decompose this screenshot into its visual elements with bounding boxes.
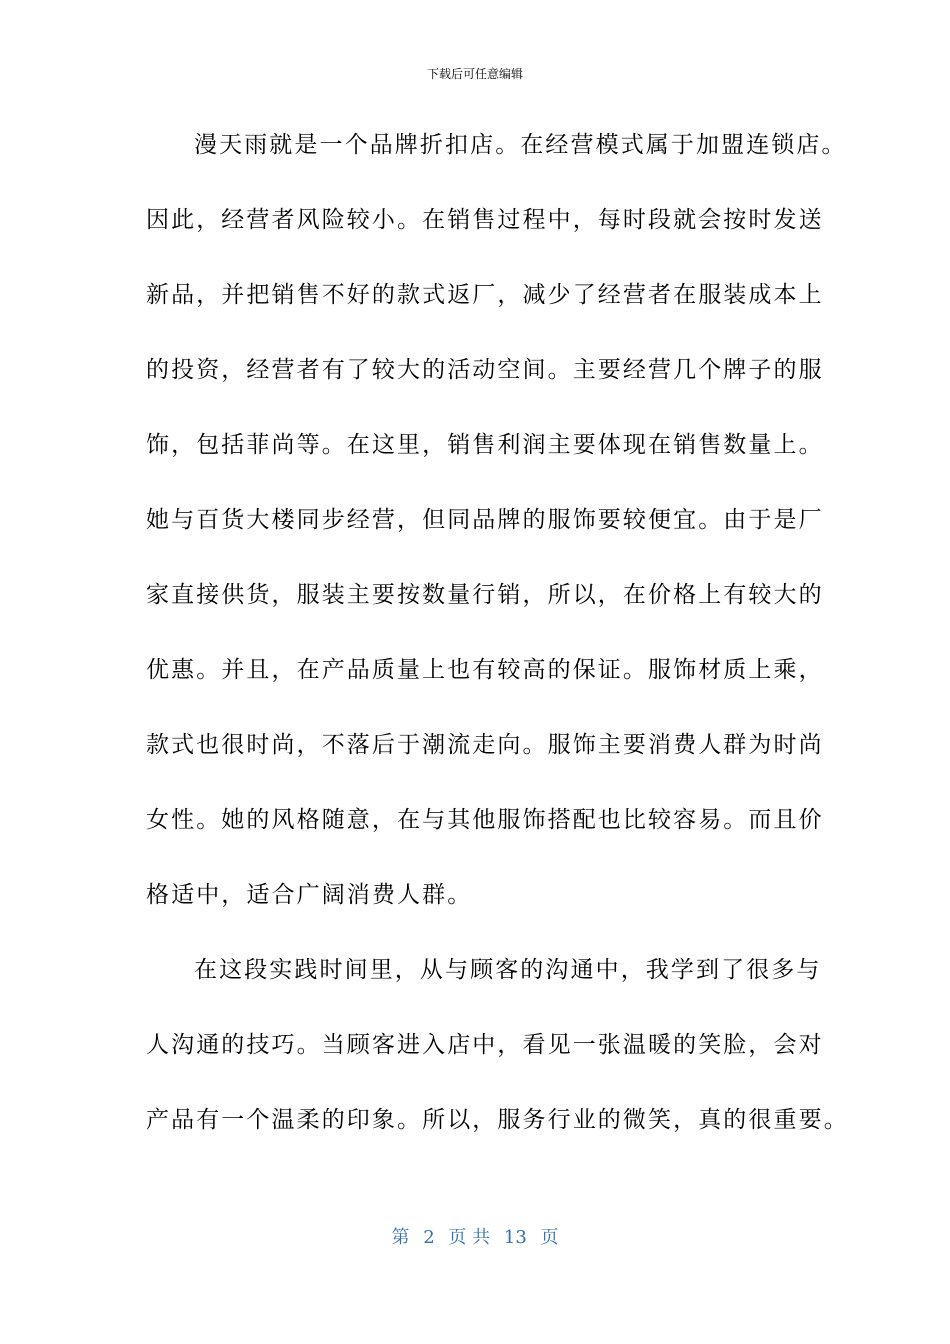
paragraph-2-line-1: 在这段实践时间里，从与顾客的沟通中，我学到了很多与 bbox=[194, 957, 822, 983]
paragraph-1-line-9: 款式也很时尚，不落后于潮流走向。服饰主要消费人群为时尚 bbox=[146, 732, 824, 758]
paragraph-1-line-7: 家直接供货，服装主要按数量行销，所以，在价格上有较大的 bbox=[146, 582, 824, 608]
page-footer bbox=[0, 1226, 950, 1250]
footer-middle: 页 共 bbox=[448, 1227, 491, 1248]
paragraph-1-line-3: 新品，并把销售不好的款式返厂，减少了经营者在服装成本上 bbox=[146, 282, 824, 308]
footer-total-pages: 13 bbox=[503, 1227, 527, 1248]
page-header: 下载后可任意编辑 bbox=[426, 67, 523, 81]
paragraph-2-line-2: 人沟通的技巧。当顾客进入店中，看见一张温暖的笑脸，会对 bbox=[146, 1032, 824, 1058]
paragraph-1-line-11: 格适中，适合广阔消费人群。 bbox=[146, 882, 473, 908]
document-body bbox=[146, 108, 849, 1158]
paragraph-2-line-3: 产品有一个温柔的印象。所以，服务行业的微笑，真的很重要。 bbox=[146, 1107, 849, 1133]
footer-current-page: 2 bbox=[423, 1227, 435, 1248]
footer-prefix: 第 bbox=[391, 1227, 410, 1248]
paragraph-1-line-8: 优惠。并且，在产品质量上也有较高的保证。服饰材质上乘， bbox=[146, 657, 824, 683]
paragraph-1-line-6: 她与百货大楼同步经营，但同品牌的服饰要较便宜。由于是厂 bbox=[146, 507, 824, 533]
paragraph-1-line-1: 漫天雨就是一个品牌折扣店。在经营模式属于加盟连锁店。 bbox=[194, 132, 847, 158]
paragraph-1-line-4: 的投资，经营者有了较大的活动空间。主要经营几个牌子的服 bbox=[146, 357, 824, 383]
paragraph-1-line-2: 因此，经营者风险较小。在销售过程中，每时段就会按时发送 bbox=[146, 207, 824, 233]
paragraph-1-line-5: 饰，包括菲尚等。在这里，销售利润主要体现在销售数量上。 bbox=[146, 432, 824, 458]
paragraph-1-line-10: 女性。她的风格随意，在与其他服饰搭配也比较容易。而且价 bbox=[146, 807, 824, 833]
footer-suffix: 页 bbox=[540, 1227, 559, 1248]
